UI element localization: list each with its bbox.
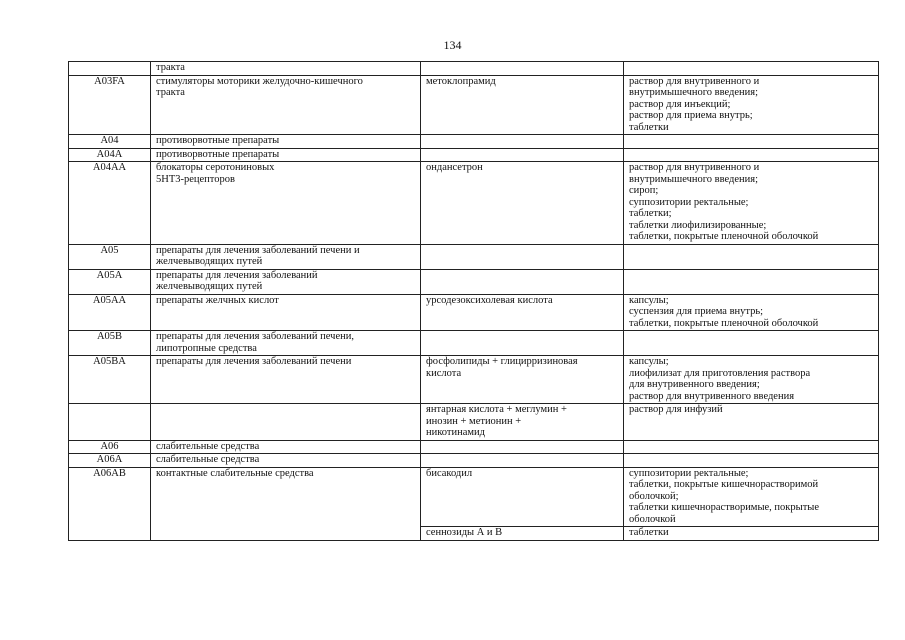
drug-name-cell (421, 269, 624, 294)
cell-text-line: лиофилизат для приготовления раствора (629, 367, 811, 379)
anatomical-group-cell: слабительные средства (151, 454, 421, 468)
cell-text-line: раствор для инфузий (629, 404, 723, 415)
dosage-forms-cell (624, 148, 879, 162)
cell-text-line: стимуляторы моторики желудочно-кишечного (156, 75, 363, 87)
drug-name-cell (421, 356, 624, 404)
table-row (69, 404, 879, 441)
dosage-forms-cell (624, 356, 879, 404)
dosage-forms-cell (624, 162, 879, 245)
cell-text-line: липотропные средства (156, 342, 257, 354)
anatomical-group-cell (151, 162, 421, 245)
atc-code-cell: A05B (69, 331, 151, 356)
cell-text-line: капсулы; (629, 294, 669, 306)
table-row (69, 356, 879, 404)
cell-text-line: желчевыводящих путей (156, 256, 263, 267)
table-row (69, 454, 879, 468)
atc-code-cell: A05A (69, 269, 151, 294)
atc-code-cell: A04A (69, 148, 151, 162)
drug-name-cell (421, 135, 624, 149)
drug-name-cell: сеннозиды А и В (421, 527, 624, 541)
dosage-forms-cell (624, 244, 879, 269)
cell-text-line: внутримышечного введения; (629, 87, 759, 98)
cell-text-line: таблетки лиофилизированные; (629, 219, 767, 231)
dosage-forms-cell (624, 440, 879, 454)
dosage-forms-cell (624, 454, 879, 468)
atc-code-cell: A06 (69, 440, 151, 454)
anatomical-group-cell: противорвотные препараты (151, 148, 421, 162)
cell-text-line: препараты для лечения заболеваний (156, 269, 318, 281)
table-row (69, 294, 879, 331)
dosage-forms-cell (624, 62, 879, 76)
anatomical-group-cell (151, 527, 421, 541)
cell-text-line: таблетки кишечнорастворимые, покрытые (629, 502, 819, 513)
atc-code-cell: A05BA (69, 356, 151, 404)
dosage-forms-cell (624, 527, 879, 541)
drug-name-cell (421, 244, 624, 269)
cell-text-line: раствор для инъекций; (629, 98, 731, 110)
cell-text-line: препараты для лечения заболеваний печени и (156, 244, 360, 256)
drug-name-cell (421, 440, 624, 454)
atc-code-cell (69, 404, 151, 441)
dosage-forms-cell (624, 467, 879, 527)
cell-text-line: внутримышечного введения; (629, 173, 759, 185)
cell-text-line: желчевыводящих путей (156, 281, 263, 292)
cell-text-line: таблетки, покрытые пленочной оболочкой (629, 317, 819, 329)
table-row (69, 162, 879, 245)
cell-text-line: оболочкой (629, 513, 676, 525)
table-row (69, 269, 879, 294)
drug-name-cell (421, 62, 624, 76)
drug-name-cell (421, 454, 624, 468)
anatomical-group-cell: препараты для лечения заболеваний печени (151, 356, 421, 404)
cell-text-line: тракта (156, 87, 185, 98)
dosage-forms-cell (624, 75, 879, 135)
cell-text-line: таблетки (629, 121, 669, 133)
cell-text-line: раствор для приема внутрь; (629, 110, 753, 121)
table-row (69, 148, 879, 162)
atc-code-cell (69, 62, 151, 76)
cell-text-line: 5НТ3-рецепторов (156, 173, 235, 185)
table-row (69, 135, 879, 149)
cell-text-line: никотинамид (426, 427, 486, 438)
table-row (69, 527, 879, 541)
anatomical-group-cell (151, 244, 421, 269)
cell-text-line: таблетки (629, 527, 669, 538)
anatomical-group-cell (151, 269, 421, 294)
dosage-forms-cell (624, 331, 879, 356)
drug-name-cell: урсодезоксихолевая кислота (421, 294, 624, 331)
drug-classification-table (68, 61, 879, 541)
cell-text-line: препараты для лечения заболеваний печени, (156, 331, 354, 342)
table-row (69, 440, 879, 454)
cell-text-line: оболочкой; (629, 490, 679, 502)
cell-text-line: суппозитории ректальные; (629, 196, 749, 208)
atc-code-cell (69, 527, 151, 541)
cell-text-line: сироп; (629, 185, 659, 196)
anatomical-group-cell: препараты желчных кислот (151, 294, 421, 331)
cell-text-line: таблетки, покрытые пленочной оболочкой (629, 231, 819, 242)
cell-text-line: раствор для внутривенного и (629, 75, 760, 87)
anatomical-group-cell: слабительные средства (151, 440, 421, 454)
cell-text-line: суппозитории ректальные; (629, 467, 749, 479)
anatomical-group-cell: противорвотные препараты (151, 135, 421, 149)
cell-text-line: инозин + метионин + (426, 415, 522, 427)
atc-code-cell: A03FA (69, 75, 151, 135)
drug-name-cell: бисакодил (421, 467, 624, 527)
anatomical-group-cell (151, 331, 421, 356)
anatomical-group-cell: контактные слабительные средства (151, 467, 421, 527)
table-row (69, 331, 879, 356)
anatomical-group-cell: тракта (151, 62, 421, 76)
cell-text-line: янтарная кислота + меглумин + (426, 404, 567, 415)
atc-code-cell: A04AA (69, 162, 151, 245)
atc-code-cell: A05AA (69, 294, 151, 331)
drug-name-cell (421, 331, 624, 356)
cell-text-line: суспензия для приема внутрь; (629, 306, 764, 317)
anatomical-group-cell (151, 75, 421, 135)
dosage-forms-cell (624, 135, 879, 149)
cell-text-line: таблетки; (629, 208, 672, 219)
table-row (69, 244, 879, 269)
dosage-forms-cell (624, 404, 879, 441)
atc-code-cell: A06A (69, 454, 151, 468)
cell-text-line: раствор для внутривенного введения (629, 390, 795, 402)
table-row (69, 467, 879, 527)
dosage-forms-cell (624, 269, 879, 294)
atc-code-cell: A04 (69, 135, 151, 149)
drug-name-cell (421, 148, 624, 162)
atc-code-cell: A05 (69, 244, 151, 269)
anatomical-group-cell (151, 404, 421, 441)
page-number: 134 (443, 38, 462, 52)
drug-name-cell (421, 404, 624, 441)
cell-text-line: капсулы; (629, 356, 669, 367)
cell-text-line: для внутривенного введения; (629, 379, 760, 390)
dosage-forms-cell (624, 294, 879, 331)
drug-name-cell: метоклопрамид (421, 75, 624, 135)
drug-name-cell: ондансетрон (421, 162, 624, 245)
cell-text-line: таблетки, покрытые кишечнорастворимой (629, 479, 819, 490)
cell-text-line: кислота (426, 367, 462, 379)
table-row (69, 62, 879, 76)
cell-text-line: раствор для внутривенного и (629, 162, 760, 173)
atc-code-cell: A06AB (69, 467, 151, 527)
cell-text-line: фосфолипиды + глицирризиновая (426, 356, 578, 367)
table-row (69, 75, 879, 135)
cell-text-line: блокаторы серотониновых (156, 162, 275, 173)
